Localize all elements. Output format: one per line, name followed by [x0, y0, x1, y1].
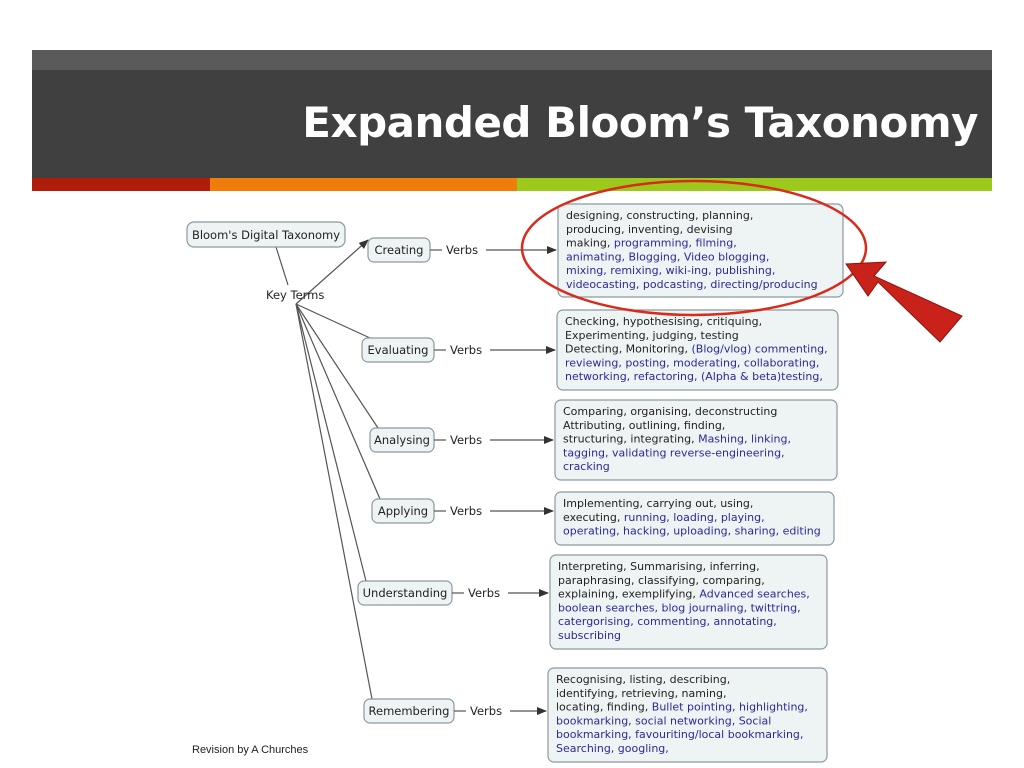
verbs-label-analysing: Verbs — [450, 433, 483, 447]
verbs-line — [563, 446, 785, 459]
digital-verb-segment: programming, filming, — [613, 236, 737, 250]
verbs-line — [558, 601, 801, 614]
verb-segment: Recognising, listing, describing, — [556, 673, 731, 686]
verbs-label-applying: Verbs — [450, 504, 483, 518]
verbs-line — [565, 356, 819, 369]
level-label-remembering: Remembering — [368, 704, 450, 718]
verbs-line — [556, 742, 669, 755]
verb-segment: Checking, hypothesising, critiquing, — [565, 315, 763, 328]
verbs-line — [556, 728, 803, 741]
digital-verb-segment: bookmarking, social networking, Social — [556, 714, 772, 728]
level-label-understanding: Understanding — [362, 586, 448, 600]
digital-verb-segment: cracking — [563, 460, 610, 474]
verbs-label-understanding: Verbs — [468, 586, 501, 600]
digital-verb-segment: subscribing — [558, 629, 622, 642]
level-remembering — [364, 668, 827, 762]
verbs-line — [563, 419, 725, 432]
verb-segment: Implementing, carrying out, using, — [563, 497, 754, 510]
digital-verb-segment: catergorising, commenting, annotating, — [558, 615, 777, 629]
verbs-line — [565, 315, 762, 328]
verbs-line — [558, 629, 621, 642]
digital-verb-segment: operating, hacking, uploading, sharing, editing — [563, 524, 821, 538]
verb-segment: Experimenting, judging, testing — [565, 328, 739, 342]
verbs-line — [566, 278, 818, 291]
digital-verb-segment: running, loading, playing, — [623, 510, 765, 524]
root-to-keyterms-line — [276, 247, 288, 285]
slide-title: Expanded Bloom’s Taxonomy — [302, 98, 978, 147]
digital-verb-segment: bookmarking, favouriting/local bookmarking, — [556, 728, 804, 742]
verbs-line — [556, 714, 771, 727]
red-arrow-icon — [846, 262, 962, 342]
digital-verb-segment: (Blog/vlog) commenting, — [691, 342, 828, 356]
verb-segment: designing, constructing, planning, — [566, 209, 754, 222]
level-label-applying: Applying — [377, 504, 429, 518]
verbs-line — [565, 329, 739, 342]
verb-segment: producing, inventing, devising — [566, 222, 733, 236]
verb-segment: Comparing, organising, deconstructing — [563, 405, 778, 418]
verb-segment: Detecting, Monitoring, — [565, 342, 692, 356]
level-evaluating — [362, 310, 838, 390]
credit-text: Revision by A Churches — [192, 744, 309, 756]
verbs-line — [563, 405, 777, 418]
digital-verb-segment: reviewing, posting, moderating, collaborating, — [565, 356, 820, 370]
verbs-label-creating: Verbs — [446, 243, 479, 257]
digital-verb-segment: Bullet pointing, highlighting, — [651, 700, 808, 714]
digital-verb-segment: mixing, remixing, wiki-ing, publishing, — [566, 264, 776, 278]
taxonomy-levels — [358, 204, 843, 762]
digital-verb-segment: tagging, validating reverse-engineering, — [563, 446, 785, 460]
verbs-line — [558, 615, 777, 628]
level-label-analysing: Analysing — [374, 433, 430, 447]
verbs-line — [566, 209, 753, 222]
verb-segment: identifying, retrieving, naming, — [556, 686, 727, 700]
digital-verb-segment: animating, Blogging, Video blogging, — [566, 250, 770, 264]
root-node-label: Bloom's Digital Taxonomy — [191, 228, 341, 242]
connector-lines — [276, 240, 380, 699]
verbs-line — [566, 237, 737, 250]
verb-segment: explaining, exemplifying, — [558, 587, 700, 601]
digital-verb-segment: videocasting, podcasting, directing/producing — [566, 278, 818, 291]
verbs-line — [563, 497, 753, 510]
verb-segment: Interpreting, Summarising, inferring, — [558, 560, 760, 573]
verbs-line — [558, 574, 765, 587]
verb-segment: executing, — [563, 510, 624, 524]
verbs-line — [566, 264, 775, 277]
level-creating — [368, 204, 843, 297]
verbs-line — [565, 343, 828, 356]
digital-verb-segment: Advanced searches, — [699, 587, 810, 601]
verbs-label-remembering: Verbs — [470, 704, 503, 718]
verbs-line — [563, 433, 791, 446]
level-label-creating: Creating — [374, 243, 424, 257]
level-label-evaluating: Evaluating — [367, 343, 429, 357]
verb-segment: locating, finding, — [556, 700, 652, 714]
verbs-line — [563, 460, 610, 473]
verb-segment: making, — [566, 236, 614, 250]
verb-segment: Attributing, outlining, finding, — [563, 418, 726, 432]
keyterm-link-remembering — [296, 304, 372, 699]
verbs-line — [566, 250, 769, 263]
verb-segment: structuring, integrating, — [563, 432, 699, 446]
level-analysing — [370, 400, 837, 480]
digital-verb-segment: networking, refactoring, (Alpha & beta)testing, — [565, 370, 823, 384]
verbs-line — [558, 588, 810, 601]
level-understanding — [358, 555, 827, 649]
digital-verb-segment: Mashing, linking, — [698, 432, 791, 446]
verbs-line — [556, 701, 808, 714]
digital-verb-segment: boolean searches, blog journaling, twittring, — [558, 601, 801, 615]
verbs-line — [556, 673, 730, 686]
verb-segment: paraphrasing, classifying, comparing, — [558, 573, 765, 587]
level-applying — [372, 492, 834, 545]
digital-verb-segment: Searching, googling, — [556, 742, 669, 755]
verbs-line — [558, 560, 760, 573]
verbs-line — [566, 223, 733, 236]
verbs-line — [563, 511, 765, 524]
verbs-line — [565, 370, 823, 383]
verbs-line — [556, 687, 727, 700]
key-terms-label: Key Terms — [266, 288, 325, 302]
verbs-line — [563, 525, 821, 538]
verbs-label-evaluating: Verbs — [450, 343, 483, 357]
